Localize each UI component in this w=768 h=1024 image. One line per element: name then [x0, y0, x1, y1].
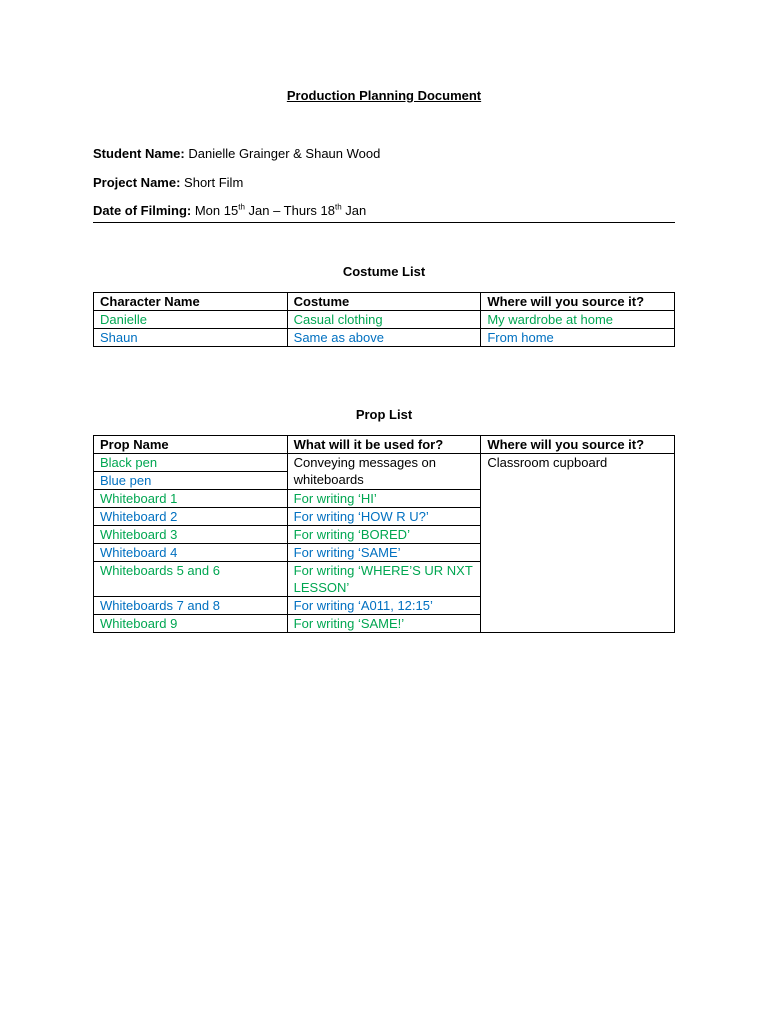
document-title: Production Planning Document: [286, 88, 482, 103]
prop-name-cell: Whiteboard 1: [94, 490, 288, 508]
prop-table: [93, 435, 675, 633]
table-row: [94, 329, 675, 347]
prop-use-cell: For writing ‘A011, 12:15’: [287, 597, 481, 615]
character-name-cell: Shaun: [94, 329, 288, 347]
prop-use-cell: For writing ‘WHERE’S UR NXT LESSON’: [287, 562, 481, 597]
prop-use-cell: Conveying messages on whiteboards: [287, 454, 481, 490]
source-cell: My wardrobe at home: [481, 311, 675, 329]
source-cell: From home: [481, 329, 675, 347]
prop-name-cell: Blue pen: [94, 472, 288, 490]
costume-cell: Same as above: [287, 329, 481, 347]
prop-name-cell: Whiteboards 5 and 6: [94, 562, 288, 597]
prop-use-cell: For writing ‘BORED’: [287, 526, 481, 544]
prop-use-cell: For writing ‘SAME!’: [287, 615, 481, 633]
project-name-value: Short Film: [184, 175, 244, 190]
prop-header-row: [94, 436, 675, 454]
costume-cell: Casual clothing: [287, 311, 481, 329]
header-divider: [93, 222, 675, 223]
filming-date-value: Mon 15th Jan – Thurs 18th Jan: [194, 202, 367, 218]
prop-list-title: Prop List: [355, 407, 413, 422]
filming-date-field: [93, 203, 366, 218]
costume-header-cell: Where will you source it?: [481, 293, 675, 311]
table-row: [94, 454, 675, 472]
student-name-field: [93, 146, 380, 161]
prop-use-cell: For writing ‘HOW R U?’: [287, 508, 481, 526]
costume-list-title: Costume List: [342, 264, 426, 279]
student-name-value: Danielle Grainger & Shaun Wood: [188, 146, 381, 161]
costume-header-row: [94, 293, 675, 311]
project-name-label: Project Name:: [93, 175, 181, 190]
prop-source-cell: Classroom cupboard: [481, 454, 675, 633]
student-name-label: Student Name:: [93, 146, 185, 161]
prop-header-cell: Prop Name: [94, 436, 288, 454]
prop-use-cell: For writing ‘SAME’: [287, 544, 481, 562]
prop-use-cell: For writing ‘HI’: [287, 490, 481, 508]
table-row: [94, 311, 675, 329]
prop-header-cell: What will it be used for?: [287, 436, 481, 454]
prop-name-cell: Whiteboard 9: [94, 615, 288, 633]
costume-table: [93, 292, 675, 347]
prop-name-cell: Black pen: [94, 454, 288, 472]
project-name-field: [93, 175, 243, 190]
prop-name-cell: Whiteboard 2: [94, 508, 288, 526]
prop-name-cell: Whiteboard 4: [94, 544, 288, 562]
costume-header-cell: Costume: [287, 293, 481, 311]
prop-header-cell: Where will you source it?: [481, 436, 675, 454]
prop-name-cell: Whiteboards 7 and 8: [94, 597, 288, 615]
filming-date-label: Date of Filming:: [93, 203, 192, 218]
costume-header-cell: Character Name: [94, 293, 288, 311]
prop-name-cell: Whiteboard 3: [94, 526, 288, 544]
character-name-cell: Danielle: [94, 311, 288, 329]
